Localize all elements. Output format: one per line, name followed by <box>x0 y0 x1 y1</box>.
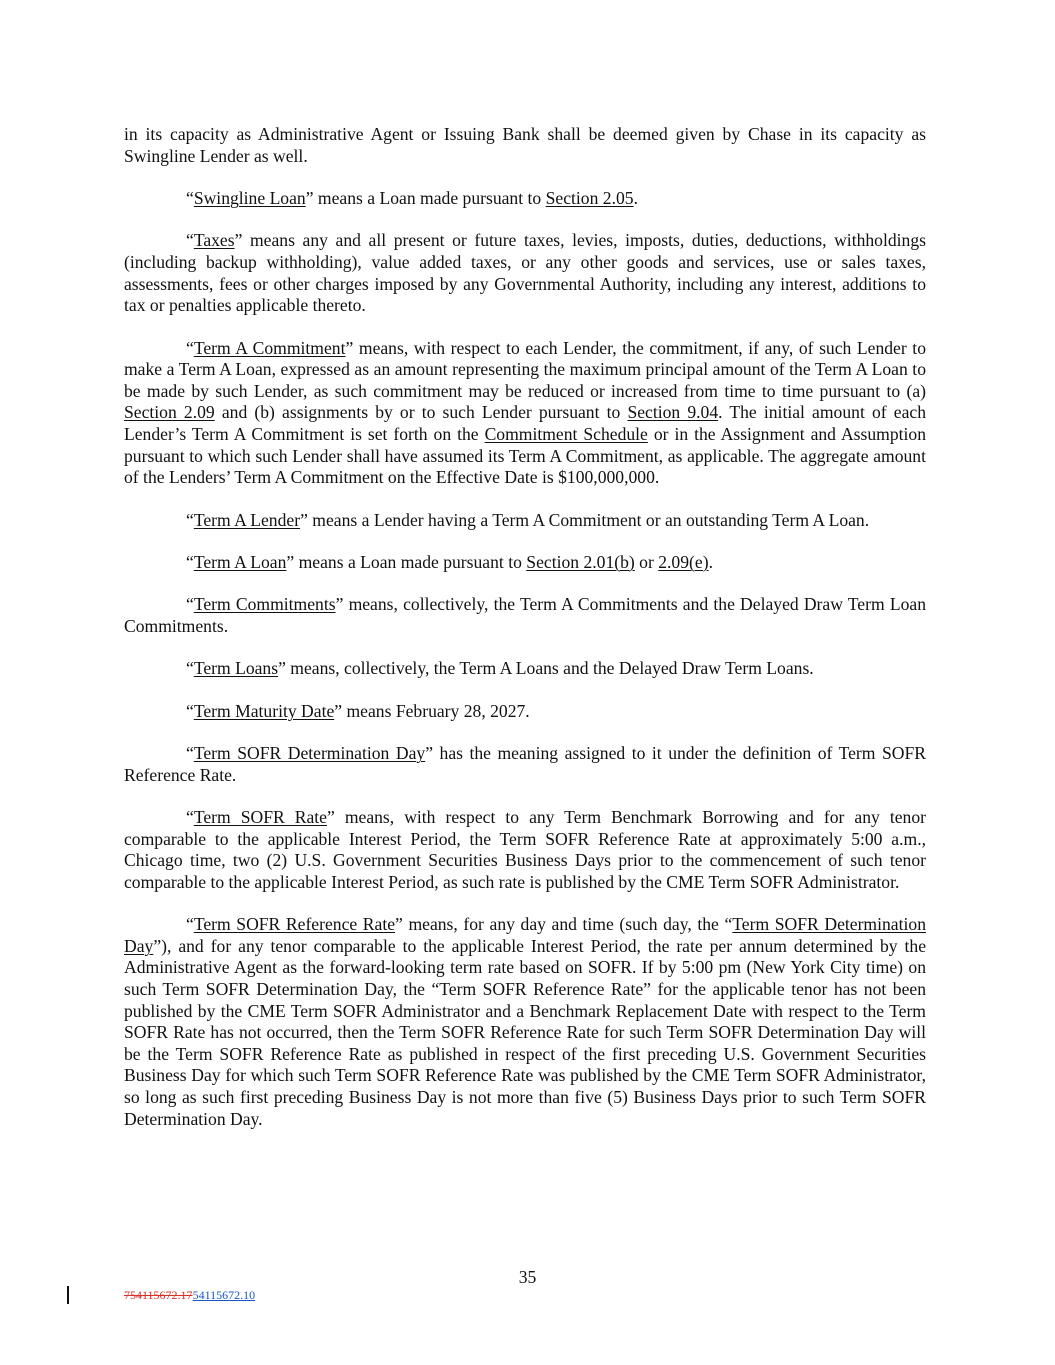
defined-term-reference: Section 2.09 <box>124 402 215 423</box>
definition-term-maturity-date <box>124 701 926 723</box>
defined-term-reference: Commitment Schedule <box>484 423 648 444</box>
text-run: “ <box>186 700 194 721</box>
definition-taxes <box>124 230 926 316</box>
text-run: ” means, collectively, the Term A Commitments and the Delayed Draw Term Loan Commitments. <box>124 594 926 636</box>
text-run: or <box>634 551 659 572</box>
text-run: in its capacity as Administrative Agent or Issuing Bank shall be deemed given by Chase in its capacity as Swingline Lender as well. <box>124 124 926 166</box>
text-run: ” has the meaning assigned to it under the definition of Term SOFR Reference Rate. <box>124 743 926 785</box>
document-body <box>124 124 926 1151</box>
text-run: ” means a Lender having a Term A Commitment or an outstanding Term A Loan. <box>300 509 870 530</box>
text-run: “ <box>186 337 194 358</box>
text-run: ” means, for any day and time (such day, the “ <box>395 914 733 935</box>
text-run: and (b) assignments by or to such Lender pursuant to <box>214 402 628 423</box>
text-run: ” means any and all present or future taxes, levies, imposts, duties, deductions, withholdings (including backup withholding), value added taxes, or any other goods and services, use or sales taxes, assessments, fees or other charges imposed by any Governmental Authority, including any interest, additions to tax or penalties applicable thereto. <box>124 230 926 316</box>
defined-term-reference: Term SOFR Reference Rate <box>193 914 396 935</box>
document-id-inserted: 54115672.10 <box>192 1288 256 1302</box>
definition-term-loans <box>124 658 926 680</box>
defined-term-reference: Term A Lender <box>193 509 301 530</box>
text-run: . <box>633 187 638 208</box>
revision-change-bar <box>67 1286 69 1304</box>
paragraph-continuation <box>124 124 926 167</box>
text-run: . <box>708 551 713 572</box>
defined-term-reference: Term SOFR Determination Day <box>193 743 426 764</box>
text-run: “ <box>186 743 194 764</box>
definition-term-sofr-determination-day <box>124 743 926 786</box>
definition-term-sofr-reference-rate <box>124 914 926 1130</box>
document-id-deleted: 754115672.17 <box>124 1288 193 1302</box>
page-number: 35 <box>518 1267 537 1287</box>
text-run: or in the Assignment and Assumption pursuant to which such Lender shall have assumed its Term A Commitment, as applicable. The aggregate amount of the Lenders’ Term A Commitment on the Effective Date is $100,000,000. <box>124 423 927 488</box>
text-run: “ <box>186 187 194 208</box>
text-run: ” means a Loan made pursuant to <box>305 187 546 208</box>
text-run: “ <box>186 509 194 530</box>
defined-term-reference: Section 2.05 <box>545 187 634 208</box>
definition-term-a-lender <box>124 510 926 532</box>
defined-term-reference: Swingline Loan <box>193 187 306 208</box>
defined-term-reference: Term A Commitment <box>193 337 346 358</box>
text-run: “ <box>186 914 194 935</box>
text-run: ” means a Loan made pursuant to <box>286 551 527 572</box>
document-id <box>124 1288 255 1303</box>
defined-term-reference: Term Loans <box>193 658 279 679</box>
definition-term-a-loan <box>124 552 926 574</box>
defined-term-reference: 2.09(e) <box>658 551 709 572</box>
definition-term-sofr-rate <box>124 807 926 893</box>
defined-term-reference: Section 2.01(b) <box>526 551 635 572</box>
text-run: “ <box>186 658 194 679</box>
defined-term-reference: Term SOFR Determination Day <box>124 914 926 956</box>
text-run: ” means February 28, 2027. <box>334 700 530 721</box>
text-run: ”), and for any tenor comparable to the applicable Interest Period, the rate per annum determined by the Administrative Agent as the forward-looking term rate based on SOFR. If by 5:00 pm (New York City time) on such Term SOFR Determination Day, the “Term SOFR Reference Rate” for the applicable tenor has not been published by the CME Term SOFR Administrator and a Benchmark Replacement Date with respect to the Term SOFR Rate has not occurred, then the Term SOFR Reference Rate for such Term SOFR Determination Day will be the Term SOFR Reference Rate as published in respect of the first preceding U.S. Government Securities Business Day for which such Term SOFR Reference Rate was published by the CME Term SOFR Administrator, so long as such first preceding Business Day is not more than five (5) Business Days prior to such Term SOFR Determination Day. <box>124 935 926 1129</box>
text-run: ” means, collectively, the Term A Loans and the Delayed Draw Term Loans. <box>278 658 814 679</box>
definition-term-commitments <box>124 594 926 637</box>
definition-term-a-commitment <box>124 338 926 489</box>
text-run: . The initial amount of each Lender’s Term A Commitment is set forth on the <box>124 402 926 444</box>
text-run: ” means, with respect to each Lender, the commitment, if any, of such Lender to make a Term A Loan, expressed as an amount representing the maximum principal amount of the Term A Loan to be made by such Lender, as such commitment may be reduced or increased from time to time pursuant to (a) <box>124 337 926 401</box>
text-run: “ <box>186 230 194 251</box>
defined-term-reference: Term Maturity Date <box>193 700 335 721</box>
text-run: “ <box>186 807 194 828</box>
defined-term-reference: Term A Loan <box>193 551 287 572</box>
text-run: ” means, with respect to any Term Benchmark Borrowing and for any tenor comparable to the applicable Interest Period, the Term SOFR Reference Rate at approximately 5:00 a.m., Chicago time, two (2) U.S. Government Securities Business Days prior to the commencement of such tenor comparable to the applicable Interest Period, as such rate is published by the CME Term SOFR Administrator. <box>124 807 926 892</box>
defined-term-reference: Section 9.04 <box>627 402 719 423</box>
text-run: “ <box>186 551 194 572</box>
definition-swingline-loan <box>124 188 926 210</box>
defined-term-reference: Term SOFR Rate <box>193 807 327 828</box>
defined-term-reference: Term Commitments <box>193 594 336 615</box>
text-run: “ <box>186 594 194 615</box>
defined-term-reference: Taxes <box>193 230 235 251</box>
